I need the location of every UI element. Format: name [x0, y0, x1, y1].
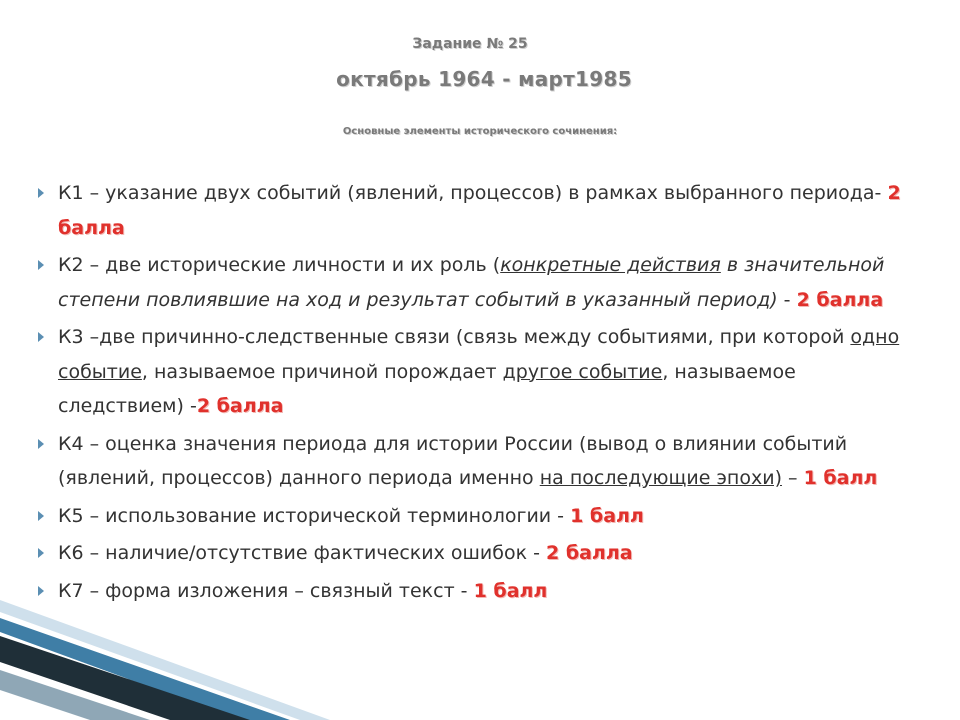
criterion-score: 2 балла	[796, 288, 884, 311]
bullet-arrow-icon	[38, 511, 44, 521]
criterion-text: , называемое следствием) -	[58, 360, 796, 417]
criterion-k5	[58, 499, 938, 534]
criterion-text: -	[777, 288, 797, 311]
criterion-text: К3 –две причинно-следственные связи (связь между событиями, при которой	[58, 326, 851, 348]
criterion-text: К2 – две исторические личности и их роль (	[58, 254, 501, 276]
criterion-text: К4 – оценка значения периода для истории России (вывод о влиянии событий (явлений, процессов) данного периода именно	[58, 432, 848, 489]
criterion-k4	[58, 427, 938, 496]
criterion-text: К6 – наличие/отсутствие фактических ошибок -	[58, 542, 546, 564]
criterion-text: К5 – использование исторической терминологии -	[58, 504, 571, 527]
criterion-score: 1 балл	[803, 467, 878, 489]
criterion-text: К7 – форма изложения – связный текст -	[58, 579, 474, 602]
criterion-k7	[58, 574, 938, 609]
criteria-list	[58, 176, 938, 611]
task-title: Задание № 25	[412, 36, 528, 52]
criterion-k1	[58, 176, 938, 245]
criterion-text-italic: в значительной степени повлиявшие на ход и результат событий в указанный период)	[58, 254, 885, 311]
bullet-arrow-icon	[38, 439, 44, 449]
criterion-score: 2 балла	[58, 182, 901, 239]
essay-subtitle: Основные элементы исторического сочинения:	[342, 126, 618, 137]
criterion-text: К1 – указание двух событий (явлений, процессов) в рамках выбранного периода-	[58, 182, 888, 204]
criterion-score: 2 балла	[545, 542, 633, 564]
criterion-score: 2 балла	[196, 395, 284, 417]
criterion-text-underlined: на последующие эпохи)	[539, 467, 782, 489]
criterion-score: 1 балл	[570, 504, 644, 527]
criterion-text-underlined: другое событие	[502, 360, 663, 383]
criterion-score: 1 балл	[473, 579, 548, 602]
bullet-arrow-icon	[38, 586, 44, 596]
bullet-arrow-icon	[38, 548, 44, 558]
bullet-arrow-icon	[38, 260, 44, 270]
criterion-k2	[58, 248, 938, 317]
criterion-text-emphasis: конкретные действия	[500, 254, 721, 276]
bullet-arrow-icon	[38, 188, 44, 198]
criterion-text: –	[781, 467, 804, 489]
bullet-arrow-icon	[38, 332, 44, 342]
criterion-k3	[58, 320, 938, 424]
criterion-text-underlined: одно событие	[58, 326, 900, 383]
criterion-text: , называемое причиной порождает	[141, 360, 503, 383]
period-title: октябрь 1964 - март1985	[336, 67, 632, 91]
criterion-k6	[58, 536, 938, 571]
